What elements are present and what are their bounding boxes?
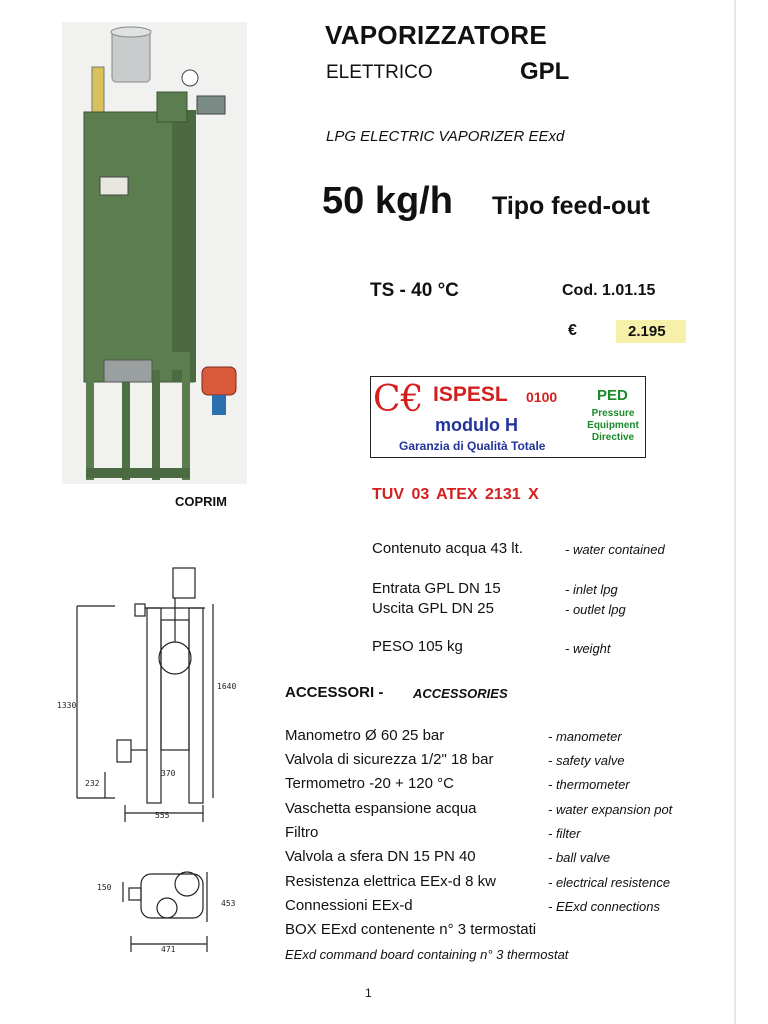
- product-subtitle: ELETTRICO: [326, 62, 433, 83]
- dim-1640: 1640: [217, 682, 237, 691]
- accessory-box-en: EExd command board containing n° 3 thermostat: [285, 947, 569, 962]
- ispesl-label: ISPESL: [433, 383, 508, 406]
- technical-drawing-top: [95, 862, 255, 962]
- accessory-box: BOX EExd contenente n° 3 termostati: [285, 921, 537, 938]
- accessories-title: ACCESSORI -: [285, 684, 384, 701]
- accessory-item-en: - safety valve: [548, 753, 625, 768]
- accessory-item-en: - water expansion pot: [548, 802, 673, 817]
- quality-guarantee: Garanzia di Qualità Totale: [399, 439, 546, 453]
- fuel-label: GPL: [520, 58, 570, 85]
- ispesl-number: 0100: [526, 389, 558, 405]
- tuv-atex-cert: TUV 03 ATEX 2131 X: [372, 486, 539, 503]
- product-photo: [62, 22, 247, 484]
- accessory-item-en: - ball valve: [548, 850, 611, 865]
- accessory-item-en: - manometer: [548, 729, 622, 744]
- accessory-item-en: - filter: [548, 826, 581, 841]
- dim-471: 471: [161, 945, 176, 954]
- spec-water: Contenuto acqua 43 lt.: [372, 540, 523, 557]
- ce-mark-icon: C€: [373, 379, 424, 420]
- spec-inlet: Entrata GPL DN 15: [372, 580, 501, 597]
- accessory-item: Filtro: [285, 824, 319, 841]
- vaporizer-type: Tipo feed-out: [492, 192, 650, 220]
- ped-description: Pressure Equipment Directive: [587, 408, 639, 443]
- accessory-item: Connessioni EEx-d: [285, 897, 413, 914]
- technical-drawing-front: [55, 560, 255, 830]
- ped-label: PED: [597, 387, 628, 404]
- dim-370: 370: [161, 769, 176, 778]
- photo-caption: COPRIM: [175, 494, 227, 509]
- spec-outlet: Uscita GPL DN 25: [372, 600, 494, 617]
- page-edge-rule: [734, 0, 736, 1024]
- accessory-item: Valvola di sicurezza 1/2" 18 bar: [285, 751, 494, 768]
- spec-weight-en: - weight: [565, 641, 611, 656]
- dim-453: 453: [221, 899, 236, 908]
- spec-weight: PESO 105 kg: [372, 638, 463, 655]
- accessory-item: Vaschetta espansione acqua: [285, 800, 477, 817]
- accessory-item-en: - EExd connections: [548, 899, 661, 914]
- spec-inlet-en: - inlet lpg: [565, 582, 618, 597]
- accessory-item: Resistenza elettrica EEx-d 8 kw: [285, 873, 496, 890]
- price-value: 2.195: [616, 320, 686, 343]
- page-number: 1: [365, 986, 372, 1000]
- accessory-item: Valvola a sfera DN 15 PN 40: [285, 848, 476, 865]
- accessory-item-en: - electrical resistence: [548, 875, 671, 890]
- temperature-spec: TS - 40 °C: [370, 280, 459, 301]
- product-code: Cod. 1.01.15: [562, 282, 656, 299]
- spec-outlet-en: - outlet lpg: [565, 602, 626, 617]
- certification-box: [370, 376, 646, 458]
- accessories-title-en: ACCESSORIES: [413, 686, 508, 701]
- currency-symbol: €: [568, 322, 577, 339]
- capacity-rate: 50 kg/h: [322, 180, 453, 222]
- accessory-item-en: - thermometer: [548, 777, 630, 792]
- module-label: modulo H: [435, 415, 518, 435]
- accessory-item: Termometro -20 + 120 °C: [285, 775, 454, 792]
- accessory-item: Manometro Ø 60 25 bar: [285, 727, 445, 744]
- dim-232: 232: [85, 779, 100, 788]
- product-title: VAPORIZZATORE: [325, 20, 548, 50]
- dim-1330: 1330: [57, 701, 77, 710]
- dim-150: 150: [97, 883, 112, 892]
- spec-water-en: - water contained: [565, 542, 665, 557]
- dim-555: 555: [155, 811, 170, 820]
- english-title: LPG ELECTRIC VAPORIZER EExd: [326, 128, 565, 145]
